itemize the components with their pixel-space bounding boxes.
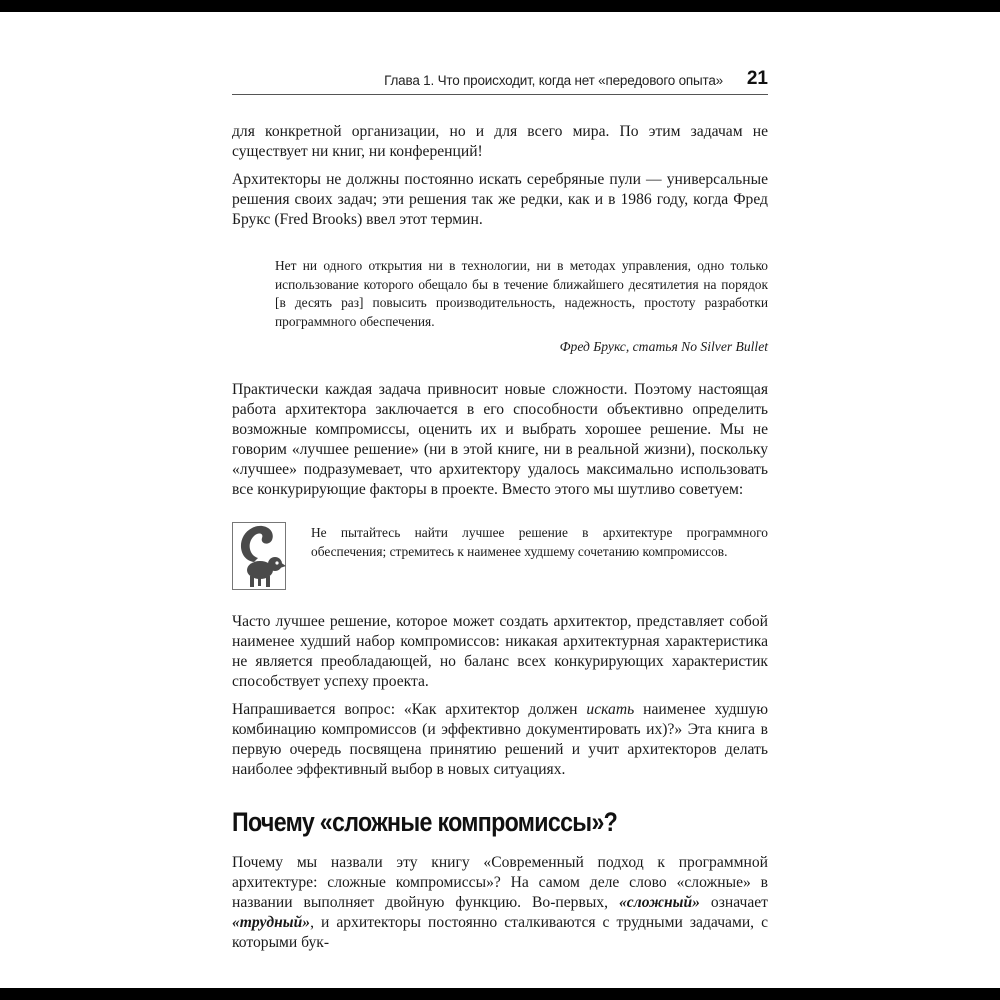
paragraph-question: Напрашивается вопрос: «Как архитектор должен искать наименее худшую комбинацию компромиссов (и эффективно документировать их)?» Эта книга в первую очередь посвящена принятию решений и учит архитекторов делать наиболее эффективный выбор в новых ситуациях.	[232, 701, 768, 778]
paragraph-tradeoffs: Практически каждая задача привносит новые сложности. Поэтому настоящая работа архитектора заключается в его способности объективно определить возможные компромиссы, оценить их и выбрать хорошее решение. Мы не говорим «лучшее решение» (ни в этой книге, ни в реальной жизни), поскольку «лучшее» подразумевает, что архитектору удалось максимально использовать все конкурирующие факторы в проекте. Вместо этого мы шутливо советуем:	[232, 381, 768, 498]
running-head	[232, 64, 768, 95]
quote-attribution: Фред Брукс, статья No Silver Bullet	[559, 339, 768, 354]
paragraph-continuation: для конкретной организации, но и для всего мира. По этим задачам не существует ни книг, ни конференций!	[232, 123, 768, 160]
tip-text: Не пытайтесь найти лучшее решение в архитектуре программного обеспечения; стремитесь к наименее худшему сочетанию компромиссов.	[311, 525, 768, 559]
emphasis-search: искать	[586, 701, 635, 718]
paragraph-silver-bullets: Архитекторы не должны постоянно искать серебряные пули — универсальные решения своих задач; эти решения так же редки, как и в 1986 году, когда Фред Брукс (Fred Brooks) ввел этот термин.	[232, 171, 768, 228]
section-heading: Почему «сложные компромиссы»?	[232, 807, 618, 837]
paragraph-least-worst: Часто лучшее решение, которое может создать архитектор, представляет собой наименее худший набор компромиссов: никакая архитектурная характеристика не является преобладающей, но баланс всех конкурирующих характеристик способствует успеху проекта.	[232, 613, 768, 690]
paragraph-book-title: Почему мы назвали эту книгу «Современный подход к программной архитектуре: сложные компромиссы»? На самом деле слово «сложные» в названии выполняет двойную функцию. Во-первых, «сложный» означает «трудный», и архитекторы постоянно сталкиваются с трудными задачами, с которыми бук-	[232, 854, 768, 951]
lemur-icon	[232, 522, 286, 590]
page-number: 21	[746, 68, 768, 89]
chapter-title: Глава 1. Что происходит, когда нет «передового опыта»	[384, 73, 723, 88]
block-quote: Нет ни одного открытия ни в технологии, ни в методах управления, одно только использование которого обещало бы в течение ближайшего десятилетия на порядок [в десять раз] повысить производительность, надежность, простоту разработки программного обеспечения.	[275, 258, 768, 329]
book-page	[0, 12, 1000, 988]
emphasis-complex: «сложный»	[618, 894, 700, 911]
emphasis-difficult: «трудный»	[232, 914, 311, 931]
